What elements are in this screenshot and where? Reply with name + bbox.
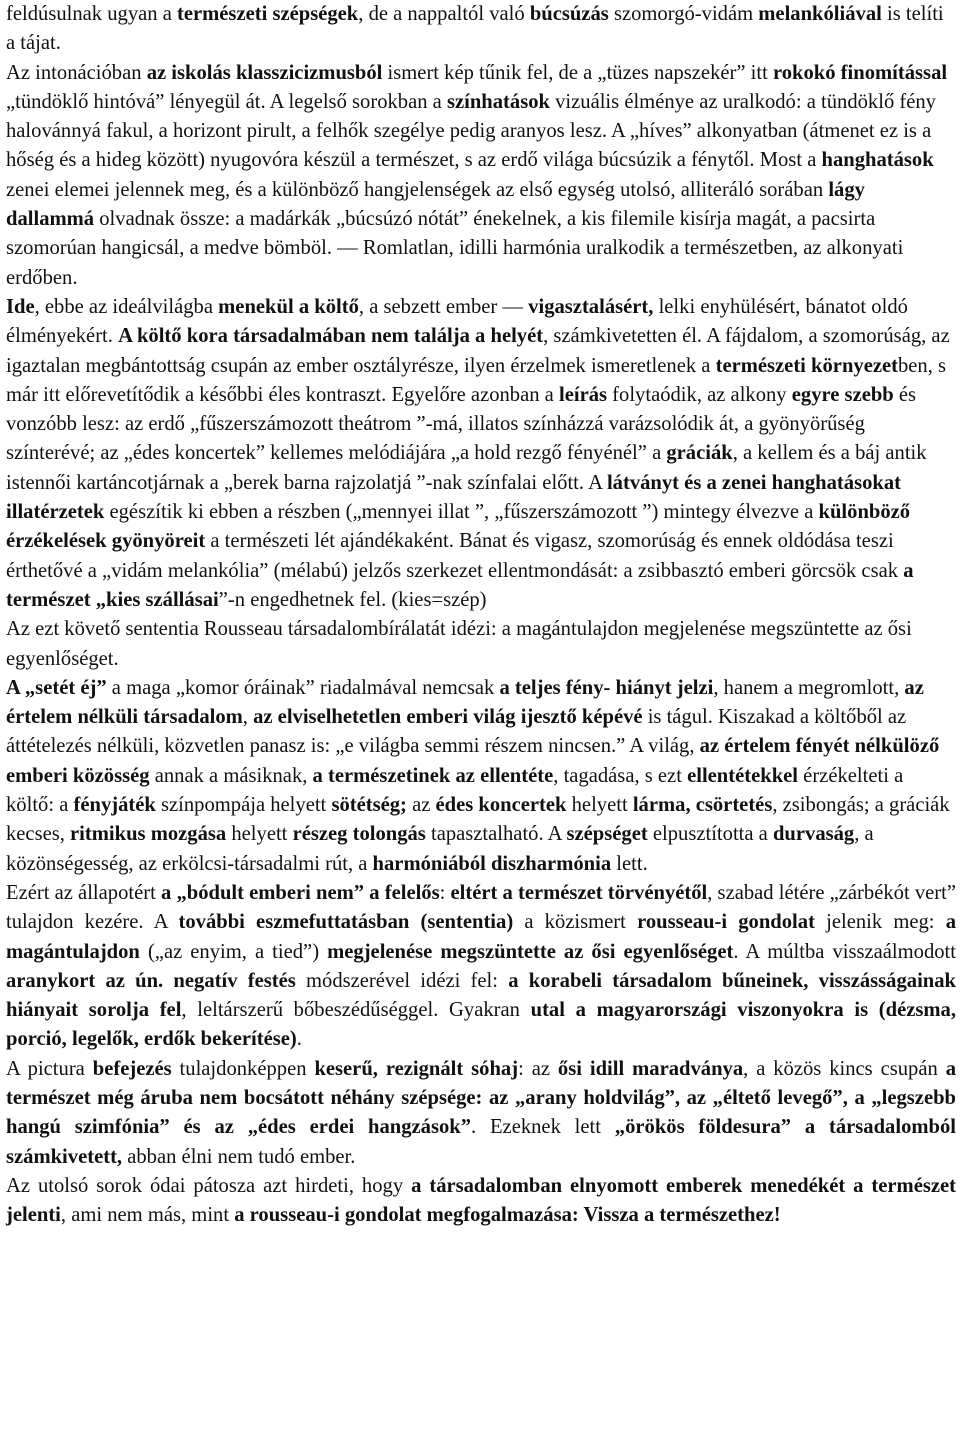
bold-text: melankóliával [758, 3, 882, 25]
paragraph [6, 1055, 956, 1172]
body-text: az [406, 794, 436, 817]
body-text: , a közönségesség, az erkölcsi-társadalmi rút, a [6, 823, 874, 875]
bold-text: fényjáték [73, 794, 156, 817]
body-text: , de a nappaltól való [358, 3, 530, 25]
bold-text: természeti környezet [715, 354, 898, 377]
body-text: feldúsulnak ugyan a [6, 3, 177, 25]
bold-text: befejezés [92, 1057, 172, 1080]
body-text: : az [518, 1057, 558, 1080]
bold-text: ellentétekkel [687, 764, 799, 787]
paragraph [6, 615, 956, 674]
body-text: érzékelteti a költő: a [6, 764, 904, 817]
bold-text: vigasztalásért, [528, 295, 654, 318]
body-text: , a közös kincs csupán [743, 1057, 946, 1080]
body-text: szomorgó-vidám [608, 3, 759, 25]
bold-text: keserű, rezignált sóhaj [314, 1057, 519, 1080]
bold-text: menekül a költő [218, 295, 359, 318]
bold-text: különböző érzékelések gyönyöreit [6, 501, 911, 553]
bold-text: a magántulajdon [6, 911, 956, 963]
bold-text: a természet „kies szállásai [6, 559, 914, 611]
body-text: : [439, 881, 451, 904]
body-text: , szabad létére „zárbékót vert” tulajdon kezére. A [6, 881, 956, 934]
bold-text: ősi idill maradványa [557, 1057, 744, 1080]
body-text: ben, s már itt előrevetítődik a későbbi éles kontraszt. Egyelőre azonban a [6, 354, 947, 406]
body-text: Az ezt követő sententia Rousseau társadalombírálatát idézi: a magántulajdon megjelenése megszüntette az ősi egyenlőséget. [6, 618, 912, 670]
body-text: ismert kép tűnik fel, de a „tüzes napszekér” itt [382, 61, 773, 84]
body-text: annak a másiknak, [149, 764, 313, 787]
paragraph [6, 59, 956, 293]
bold-text: színhatások [446, 90, 550, 113]
bold-text: szépséget [566, 823, 648, 846]
body-text: elpusztította a [647, 823, 773, 846]
bold-text: Ide [6, 295, 35, 318]
body-text: és vonzóbb lesz: az erdő „fűszerszámozott theátrom ”-má, illatos színházzá varázsolódik át, a gyönyörűség színterévé; az „édes koncertek” kellemes melódiájára „a hold rezgő fényénél” a [6, 383, 917, 465]
bold-text: eltért a természet törvényétől [450, 881, 708, 904]
bold-text: harmóniából diszharmónia [372, 852, 612, 875]
body-text: ”-n engedhetnek fel. (kies=szép) [218, 588, 487, 611]
body-text: , ami nem más, mint [60, 1204, 235, 1227]
paragraph [6, 0, 956, 59]
bold-text: megjelenése megszüntette az ősi egyenlőséget [327, 940, 734, 963]
body-text: . Ezeknek lett [471, 1116, 615, 1139]
body-text: módszerével idézi fel: [295, 969, 509, 992]
bold-text: ritmikus mozgása [70, 823, 227, 846]
bold-text: durvaság [772, 823, 855, 846]
paragraph [6, 1172, 956, 1231]
body-text: , számkivetetten él. A fájdalom, a szomorúság, az igaztalan megbántottság csupán az ember osztályrésze, ilyen érzelmek ismeretlenek a [6, 325, 950, 377]
body-text: . [296, 1028, 302, 1051]
bold-text: az elviselhetetlen emberi világ ijesztő képévé [253, 706, 643, 729]
body-text: lett. [611, 852, 648, 875]
body-text: jelenik meg: [814, 911, 946, 934]
bold-text: lárma, csörtetés [632, 794, 773, 817]
bold-text: aranykort az ún. negatív festés [6, 969, 296, 992]
bold-text: látványt és a zenei hanghatásokat illatérzetek [6, 471, 901, 524]
body-text: („az enyim, a tied”) [139, 940, 328, 963]
body-text: , ebbe az ideálvilágba [34, 295, 219, 318]
bold-text: rokokó finomítással [772, 61, 948, 84]
bold-text: „örökös földesura” a társadalomból számkivetett, [6, 1116, 956, 1168]
bold-text: a társadalomban elnyomott emberek menedékét a természet jelenti [6, 1174, 956, 1227]
paragraph [6, 674, 956, 879]
body-text: lelki enyhülésért, bánatot oldó élményekért. [6, 295, 908, 348]
bold-text: A költő kora társadalmában nem találja a helyét [118, 325, 544, 348]
bold-text: természeti szépségek [177, 3, 359, 25]
body-text: tulajdonképpen [171, 1057, 315, 1080]
body-text: is tágul. Kiszakad a költőből az áttételezés nélküli, közvetlen panasz is: „e világba semmi részem nincsen.” A világ, [6, 706, 907, 758]
bold-text: leírás [558, 383, 608, 406]
body-text: Ezért az állapotért [6, 881, 161, 904]
bold-text: utal a magyarországi viszonyokra is (dézsma, porció, legelők, erdők bekerítése) [6, 999, 956, 1051]
bold-text: édes koncertek [435, 794, 567, 817]
body-text: , zsibongás; a gráciák kecses, [6, 794, 950, 846]
body-text: A pictura [6, 1057, 93, 1080]
body-text: is telíti a tájat. [6, 3, 944, 55]
bold-text: A „setét éj” [6, 676, 107, 699]
body-text: , a kellem és a báj antik istennői kartáncotjárnak a „berek barna rajzolatjá ”-nak színfalai előtt. A [6, 442, 927, 494]
bold-text: az iskolás klasszicizmusból [146, 61, 383, 84]
body-text: a közismert [513, 911, 638, 934]
body-text: helyett [566, 794, 633, 817]
body-text: . A múltba visszaálmodott [733, 940, 956, 963]
body-text: abban élni nem tudó ember. [122, 1145, 356, 1168]
body-text: , a sebzett ember — [358, 295, 529, 318]
body-text: egészítik ki ebben a részben („mennyei illat ”, „fűszerszámozott ”) mintegy élvezve a [104, 501, 819, 524]
bold-text: búcsúzás [529, 3, 609, 25]
body-text: , [242, 706, 254, 729]
bold-text: egyre szebb [791, 383, 894, 406]
bold-text: a természetinek az ellentéte [312, 764, 554, 787]
body-text: folytaódik, az alkony [607, 383, 792, 406]
paragraph [6, 879, 956, 1055]
paragraph [6, 293, 956, 615]
body-text: , leltárszerű bőbeszédűséggel. Gyakran [181, 999, 531, 1022]
bold-text: a teljes fény- hiányt jelzi [499, 676, 714, 699]
body-text: „tündöklő hintóvá” lényegül át. A legelső sorokban a [6, 90, 447, 113]
body-text: vizuális élménye az uralkodó: a tündöklő fény halovánnyá fakul, a horizont pirult, a felhők szegélye pedig aranyos lesz. A „híves” alkonyatban (átmenet ez is a hőség és a hideg között) nyugovóra készül a természet, s az erdő világa búcsúzik a fénytől. Most a [6, 90, 936, 172]
body-text: , tagadása, s ezt [553, 764, 688, 787]
body-text: a természeti lét ajándékaként. Bánat és vigasz, szomorúság és ennek oldódása teszi érthetővé a „vidám melankólia” (mélabú) jelzős szerkezet ellentmondását: a zsibbasztó emberi görcsök csak [6, 530, 904, 582]
body-text: zenei elemei jelennek meg, és a különböző hangjelenségek az első egység utolsó, alliteráló sorában [6, 178, 829, 201]
bold-text: lágy dallammá [6, 178, 865, 231]
body-text: Az utolsó sorok ódai pátosza azt hirdeti, hogy [6, 1174, 412, 1197]
bold-text: a „bódult emberi nem” a felelős [160, 881, 440, 904]
bold-text: további eszmefuttatásban (sententia) [178, 911, 514, 934]
body-text: színpompája helyett [155, 794, 332, 817]
bold-text: részeg tolongás [292, 823, 426, 846]
bold-text: az értelem fényét nélkülöző emberi közösség [6, 735, 940, 787]
bold-text: az értelem nélküli társadalom [6, 676, 924, 729]
bold-text: a rousseau-i gondolat megfogalmazása: Vissza a természethez! [234, 1204, 781, 1227]
body-text: helyett [226, 823, 293, 846]
bold-text: sötétség; [331, 794, 407, 817]
bold-text: rousseau-i gondolat [637, 911, 815, 934]
body-text: , hanem a megromlott, [713, 676, 905, 699]
bold-text: a korabeli társadalom bűneinek, visszásságainak hiányait sorolja fel [6, 969, 956, 1022]
body-text: Az intonációban [6, 61, 147, 84]
body-text: olvadnak össze: a madárkák „búcsúzó nótát” énekelnek, a kis filemile kisírja magát, a pacsirta szomorúan hangicsál, a medve bömböl. — Romlatlan, idilli harmónia uralkodik a természetben, az alkonyati erdőben. [6, 208, 904, 289]
bold-text: gráciák [666, 442, 733, 465]
body-text: tapasztalható. A [425, 823, 567, 846]
bold-text: hanghatások [821, 149, 934, 172]
body-text: a maga „komor óráinak” riadalmával nemcsak [106, 676, 500, 699]
bold-text: a természet még áruba nem bocsátott néhány szépsége: az „arany holdvilág”, az „éltető levegő”, a „legszebb hangú szimfónia” és az „édes erdei hangzások” [6, 1057, 956, 1139]
